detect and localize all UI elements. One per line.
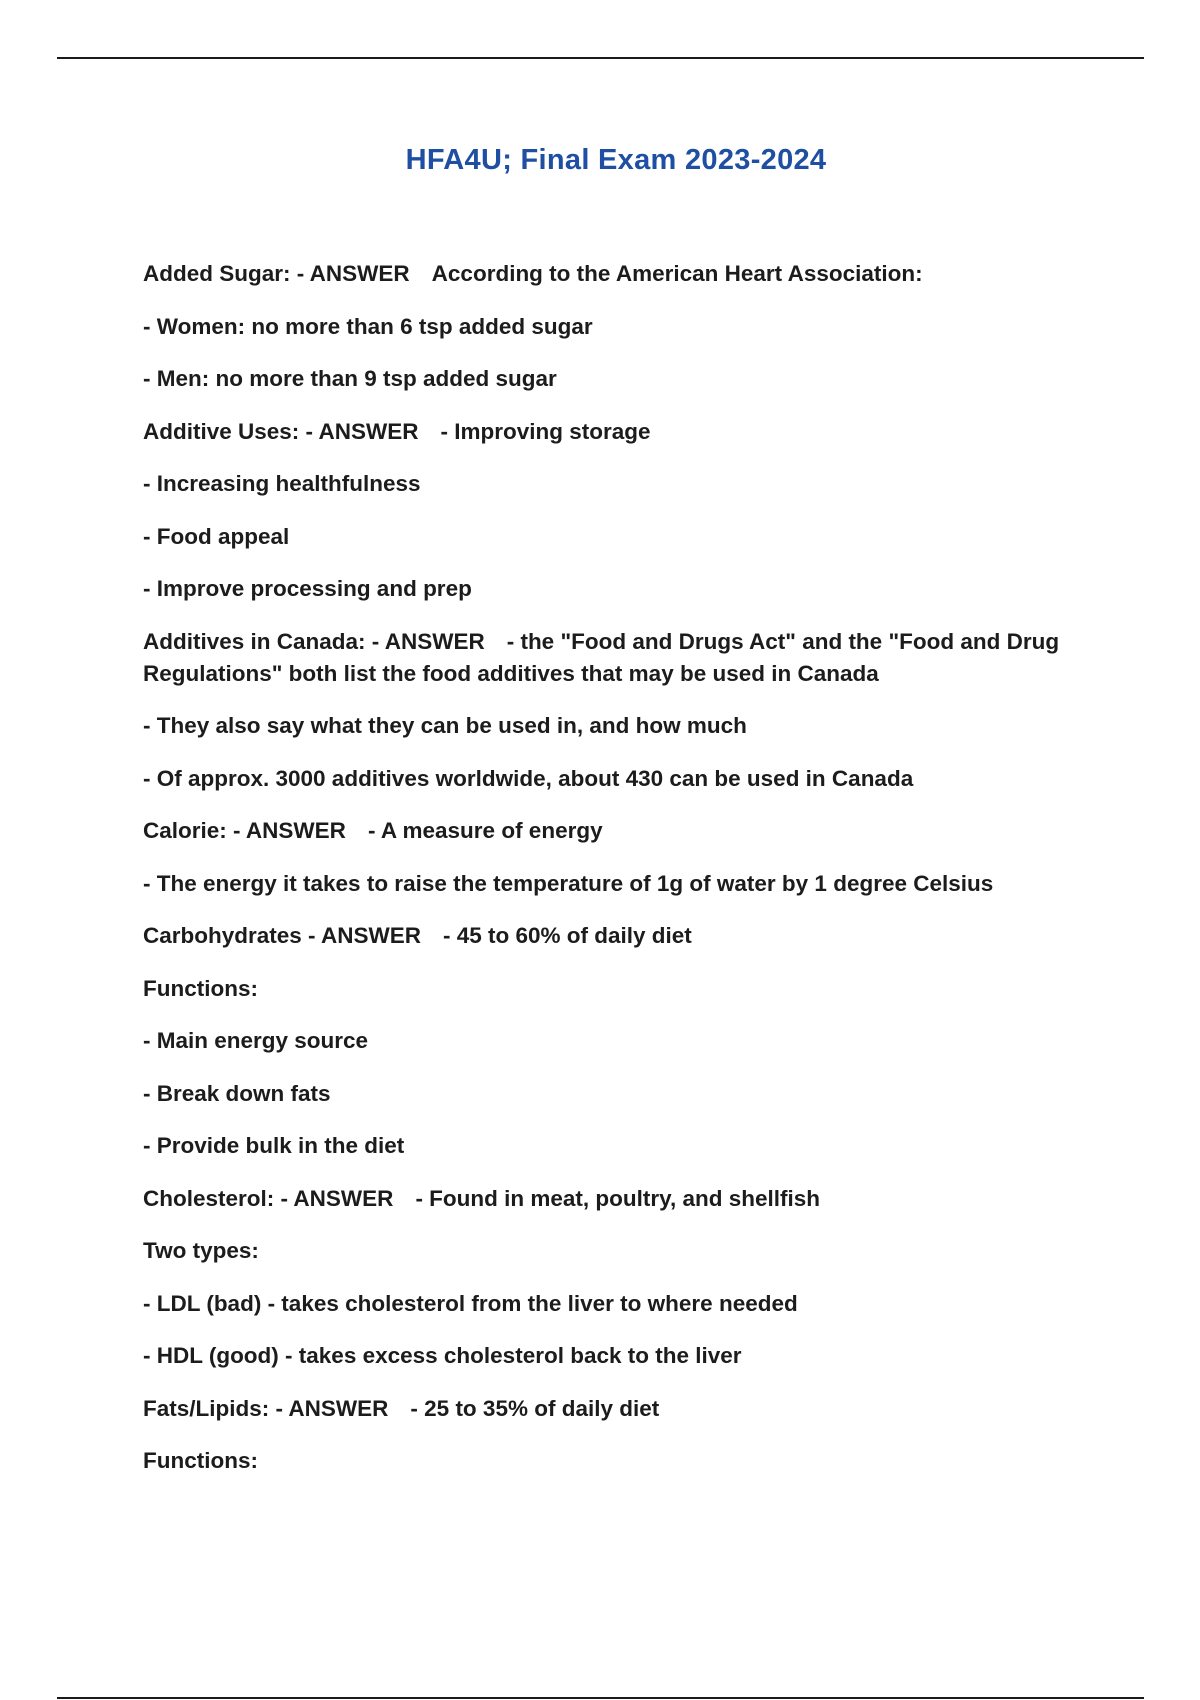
entry-text: - 25 to 35% of daily diet	[410, 1395, 660, 1421]
entry	[143, 311, 1103, 343]
entry-text: - A measure of energy	[367, 818, 603, 843]
document-body	[143, 258, 1103, 1498]
entry	[143, 763, 1103, 795]
entry-text: - Improve processing and prep	[143, 576, 472, 601]
entry-text: - the "Food and Drugs Act" and the "Food and Drug Regulations" both list the food additives that may be used in Canada	[143, 628, 1060, 686]
entry	[143, 1393, 1103, 1425]
entry-text: - Found in meat, poultry, and shellfish	[415, 1185, 821, 1211]
entry-text: Two types:	[143, 1238, 259, 1263]
entry	[143, 1025, 1103, 1057]
entry-text: - They also say what they can be used in, and how much	[143, 713, 747, 738]
entry	[143, 1445, 1103, 1477]
entry-text: - Break down fats	[143, 1080, 331, 1106]
term-label: Additives in Canada: - ANSWER	[143, 628, 485, 654]
entry	[143, 920, 1103, 952]
entry-text: - Provide bulk in the diet	[143, 1133, 405, 1158]
entry-text: Functions:	[143, 1448, 258, 1473]
term-label: Calorie: - ANSWER	[143, 818, 346, 843]
term-label: Fats/Lipids: - ANSWER	[143, 1395, 389, 1421]
entry	[143, 1078, 1103, 1110]
entry	[143, 258, 1103, 290]
entry	[143, 868, 1103, 900]
entry	[143, 973, 1103, 1005]
entry	[143, 573, 1103, 605]
entry-text: Functions:	[143, 975, 258, 1001]
term-label: Added Sugar: - ANSWER	[143, 261, 410, 286]
entry	[143, 521, 1103, 553]
entry-text: - HDL (good) - takes excess cholesterol back to the liver	[143, 1343, 742, 1368]
footer-rule	[57, 1697, 1144, 1699]
entry-text: - The energy it takes to raise the temperature of 1g of water by 1 degree Celsius	[143, 870, 994, 896]
entry-text: - Women: no more than 6 tsp added sugar	[143, 313, 593, 339]
entry	[143, 1235, 1103, 1267]
entry-text: - Improving storage	[440, 418, 651, 444]
entry-text: - Increasing healthfulness	[143, 471, 421, 496]
term-label: Additive Uses: - ANSWER	[143, 418, 419, 444]
header-rule	[57, 57, 1144, 59]
entry-text: - 45 to 60% of daily diet	[442, 923, 692, 948]
entry-text: - Of approx. 3000 additives worldwide, about 430 can be used in Canada	[143, 765, 914, 791]
entry	[143, 1288, 1103, 1320]
entry	[143, 363, 1103, 395]
entry	[143, 1130, 1103, 1162]
entry-text: According to the American Heart Association:	[431, 261, 923, 286]
entry	[143, 1183, 1103, 1215]
entry-text: - Men: no more than 9 tsp added sugar	[143, 366, 557, 391]
entry-text: - Main energy source	[143, 1028, 369, 1053]
term-label: Cholesterol: - ANSWER	[143, 1185, 394, 1211]
entry	[143, 1340, 1103, 1372]
entry-text: - LDL (bad) - takes cholesterol from the liver to where needed	[143, 1290, 798, 1316]
page-title: HFA4U; Final Exam 2023-2024	[405, 144, 827, 176]
entry	[143, 468, 1103, 500]
entry	[143, 626, 1103, 690]
entry-text: - Food appeal	[143, 523, 290, 549]
entry	[143, 710, 1103, 742]
entry	[143, 416, 1103, 448]
entry	[143, 815, 1103, 847]
term-label: Carbohydrates - ANSWER	[143, 923, 421, 948]
